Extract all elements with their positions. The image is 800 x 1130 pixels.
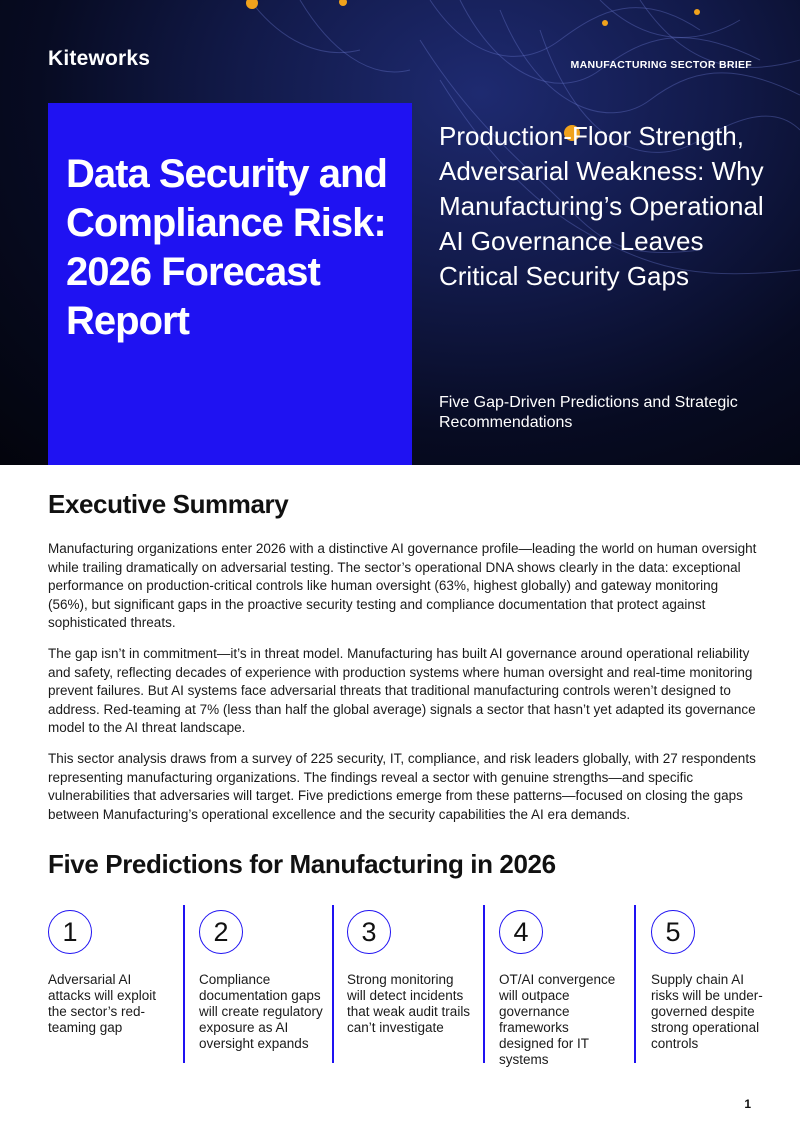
prediction-text: Compliance documentation gaps will create regulatory exposure as AI oversight expands bbox=[199, 972, 323, 1051]
prediction-divider bbox=[634, 905, 636, 1063]
prediction-text: Adversarial AI attacks will exploit the sector’s red-teaming gap bbox=[48, 972, 157, 1035]
prediction-number: 4 bbox=[499, 910, 543, 954]
report-subtitle: Production-Floor Strength, Adversarial Weakness: Why Manufacturing’s Operational AI Governance Leaves Critical Security Gaps bbox=[439, 121, 764, 291]
predictions-list bbox=[48, 905, 763, 1070]
summary-paragraph: The gap isn’t in commitment—it’s in threat model. Manufacturing has built AI governance around operational reliability and safety, reflecting decades of experience with production systems where human oversight and real-time monitoring prevent failures. But AI systems face adversarial threats that traditional manufacturing controls weren’t designed to address. Red-teaming at 7% (less than half the global average) signals a sector that hasn’t yet adapted its governance model to the AI threat landscape. bbox=[48, 645, 756, 736]
prediction-number: 3 bbox=[347, 910, 391, 954]
executive-summary-heading: Executive Summary bbox=[48, 489, 289, 519]
report-title: Data Security and Compliance Risk: 2026 Forecast Report bbox=[66, 152, 387, 343]
page-number: 1 bbox=[744, 1097, 751, 1111]
summary-paragraph: Manufacturing organizations enter 2026 with a distinctive AI governance profile—leading the world on human oversight while trailing dramatically on adversarial testing. The sector’s operational DNA shows clearly in the data: exceptional performance on production-critical controls like human oversight (63%, highest globally) and gateway monitoring (56%), but significant gaps in the proactive security testing and compliance documentation that protect against sophisticated threats. bbox=[48, 541, 757, 631]
prediction-text: Supply chain AI risks will be under-governed despite strong operational controls bbox=[651, 972, 763, 1051]
prediction-text: OT/AI convergence will outpace governance frameworks designed for IT systems bbox=[499, 972, 616, 1067]
hero-banner bbox=[0, 0, 800, 465]
prediction-divider bbox=[183, 905, 185, 1063]
summary-paragraph: This sector analysis draws from a survey of 225 security, IT, compliance, and risk leaders globally, with 27 respondents representing manufacturing organizations. The findings reveal a sector with genuine strengths—and specific vulnerabilities that adversaries will target. Five predictions emerge from these patterns—focused on closing the gaps between Manufacturing’s operational excellence and the security capabilities the AI era demands. bbox=[48, 750, 756, 822]
prediction-number: 2 bbox=[199, 910, 243, 954]
prediction-divider bbox=[483, 905, 485, 1063]
report-tagline: Five Gap-Driven Predictions and Strategic Recommendations bbox=[439, 394, 738, 431]
sector-brief-label: MANUFACTURING SECTOR BRIEF bbox=[570, 59, 752, 71]
executive-summary-body bbox=[48, 540, 760, 836]
prediction-text: Strong monitoring will detect incidents that weak audit trails can’t investigate bbox=[347, 972, 471, 1035]
prediction-divider bbox=[332, 905, 334, 1063]
predictions-heading: Five Predictions for Manufacturing in 2026 bbox=[48, 849, 556, 879]
prediction-number: 5 bbox=[651, 910, 695, 954]
kiteworks-logo: Kiteworks bbox=[48, 47, 151, 70]
prediction-number: 1 bbox=[48, 910, 92, 954]
